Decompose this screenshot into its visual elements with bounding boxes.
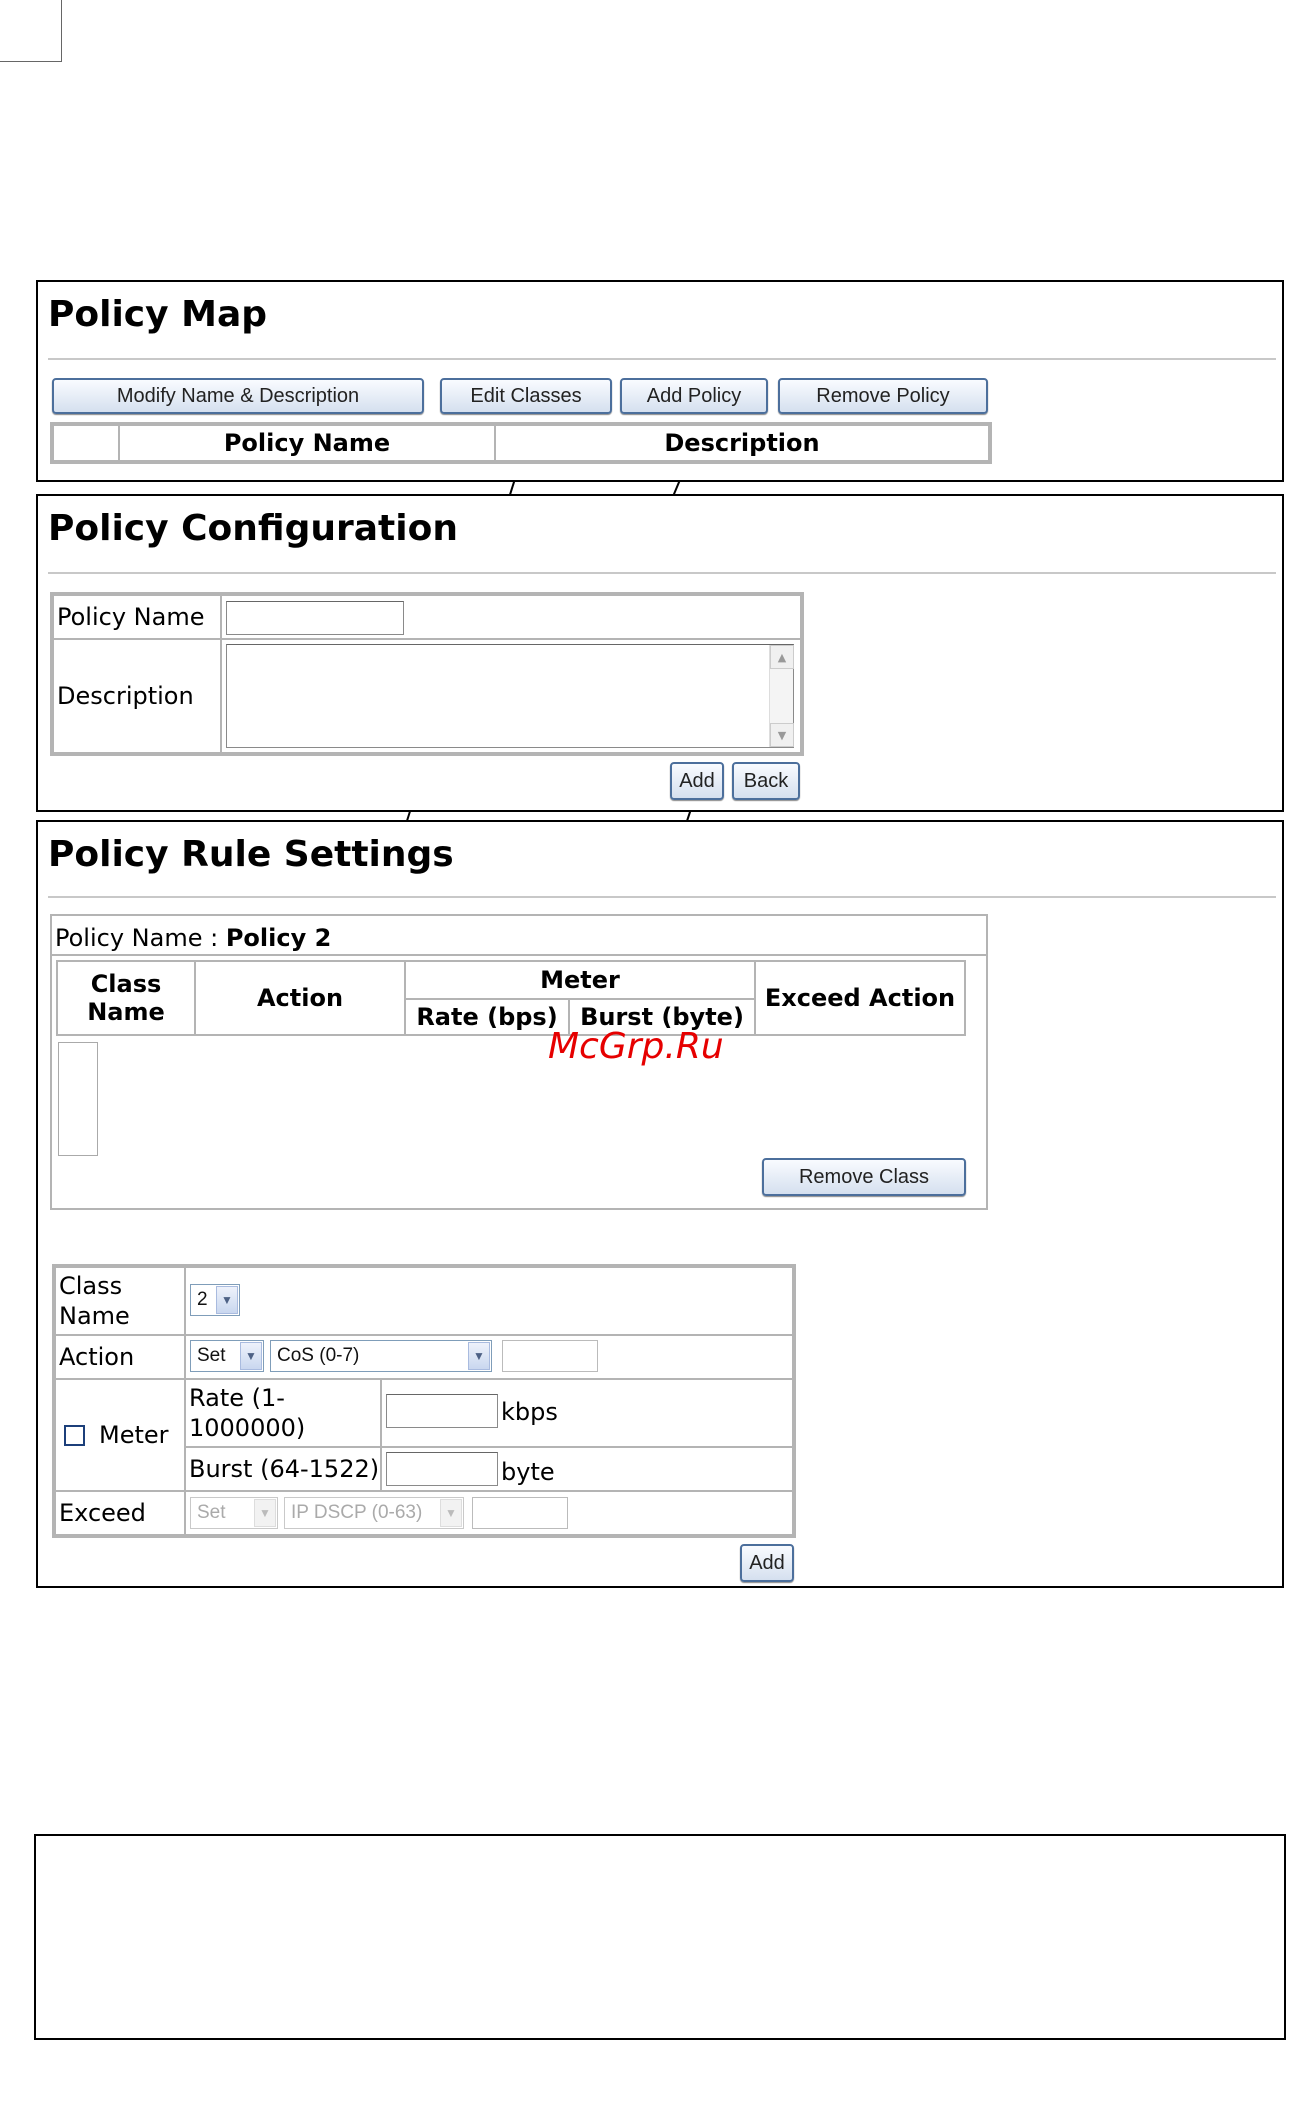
back-button[interactable]: Back [732,762,800,800]
burst-label: Burst (64-1522) [184,1446,382,1492]
add-policy-button[interactable]: Add Policy [620,378,768,414]
class-name-select[interactable] [190,1284,240,1316]
rule-add-button[interactable]: Add [740,1544,794,1582]
policy-name-input[interactable] [226,601,404,635]
policy-name-label: Policy Name [52,594,222,640]
class-name-select-value: 2 [197,1289,208,1310]
policy-configuration-title: Policy Configuration [48,508,458,549]
action-type-select[interactable] [270,1340,492,1372]
meter-label-cell [54,1378,186,1492]
select-column-header [52,424,120,462]
remove-class-button[interactable]: Remove Class [762,1158,966,1196]
add-button[interactable]: Add [670,762,724,800]
policy-name-cell [220,594,802,640]
policy-rule-list [50,914,988,1210]
policy-table-header [50,422,992,464]
exceed-set-select[interactable] [190,1497,278,1529]
chevron-down-icon: ▼ [254,1499,276,1527]
description-column-header: Description [494,424,990,462]
policy-configuration-panel [36,494,1284,812]
burst-input[interactable] [386,1452,498,1486]
rule-policy-name-value: Policy 2 [225,924,332,952]
chevron-down-icon: ▼ [440,1499,462,1527]
exceed-cell [184,1490,794,1536]
rate-cell [380,1378,794,1448]
meter-column-header: Meter [404,960,756,1000]
watermark: McGrp.Ru [548,1026,724,1067]
rule-policy-name [52,924,331,952]
divider [52,954,986,956]
scroll-down-icon[interactable]: ▼ [770,723,794,747]
rate-column-header: Rate (bps) [404,998,570,1036]
policy-name-column-header: Policy Name [118,424,496,462]
meter-label: Meter [99,1421,169,1449]
class-name-cell [184,1266,794,1336]
chevron-down-icon: ▼ [240,1342,262,1370]
rate-label: Rate (1-1000000) [184,1378,382,1448]
policy-map-panel [36,280,1284,482]
chevron-down-icon: ▼ [468,1342,490,1370]
title-divider [48,896,1276,898]
description-textarea[interactable] [226,644,794,748]
class-name-label: Class Name [54,1266,186,1336]
description-cell [220,638,802,754]
edit-classes-button[interactable]: Edit Classes [440,378,612,414]
exceed-type-select-value: IP DSCP (0-63) [291,1502,423,1523]
description-scrollbar[interactable] [769,645,793,747]
policy-rule-form [52,1264,796,1538]
class-name-column-header: Class Name [56,960,196,1036]
action-cell [184,1334,794,1380]
exceed-value-input[interactable] [472,1497,568,1529]
empty-note-box [34,1834,1286,2040]
title-divider [48,572,1276,574]
chevron-down-icon: ▼ [216,1286,238,1314]
rule-policy-name-label: Policy Name : [55,924,226,952]
description-label: Description [52,638,222,754]
policy-config-form [50,592,804,756]
burst-column-header: Burst (byte) [568,998,756,1036]
exceed-set-select-value: Set [197,1502,226,1523]
action-label: Action [54,1334,186,1380]
meter-checkbox[interactable] [64,1425,85,1446]
burst-cell [380,1446,794,1492]
remove-policy-button[interactable]: Remove Policy [778,378,988,414]
policy-rule-settings-panel [36,820,1284,1588]
policy-map-title: Policy Map [48,294,268,335]
rate-unit: kbps [501,1398,558,1426]
exceed-label: Exceed [54,1490,186,1536]
action-set-select-value: Set [197,1345,226,1366]
action-type-select-value: CoS (0-7) [277,1345,360,1366]
burst-unit: byte [501,1458,555,1486]
action-column-header: Action [194,960,406,1036]
exceed-type-select[interactable] [284,1497,464,1529]
class-list-box[interactable] [58,1042,98,1156]
action-value-input[interactable] [502,1340,598,1372]
action-set-select[interactable] [190,1340,264,1372]
title-divider [48,358,1276,360]
scroll-up-icon[interactable]: ▲ [770,645,794,669]
exceed-action-column-header: Exceed Action [754,960,966,1036]
policy-rule-settings-title: Policy Rule Settings [48,834,454,875]
rate-input[interactable] [386,1394,498,1428]
modify-name-description-button[interactable]: Modify Name & Description [52,378,424,414]
